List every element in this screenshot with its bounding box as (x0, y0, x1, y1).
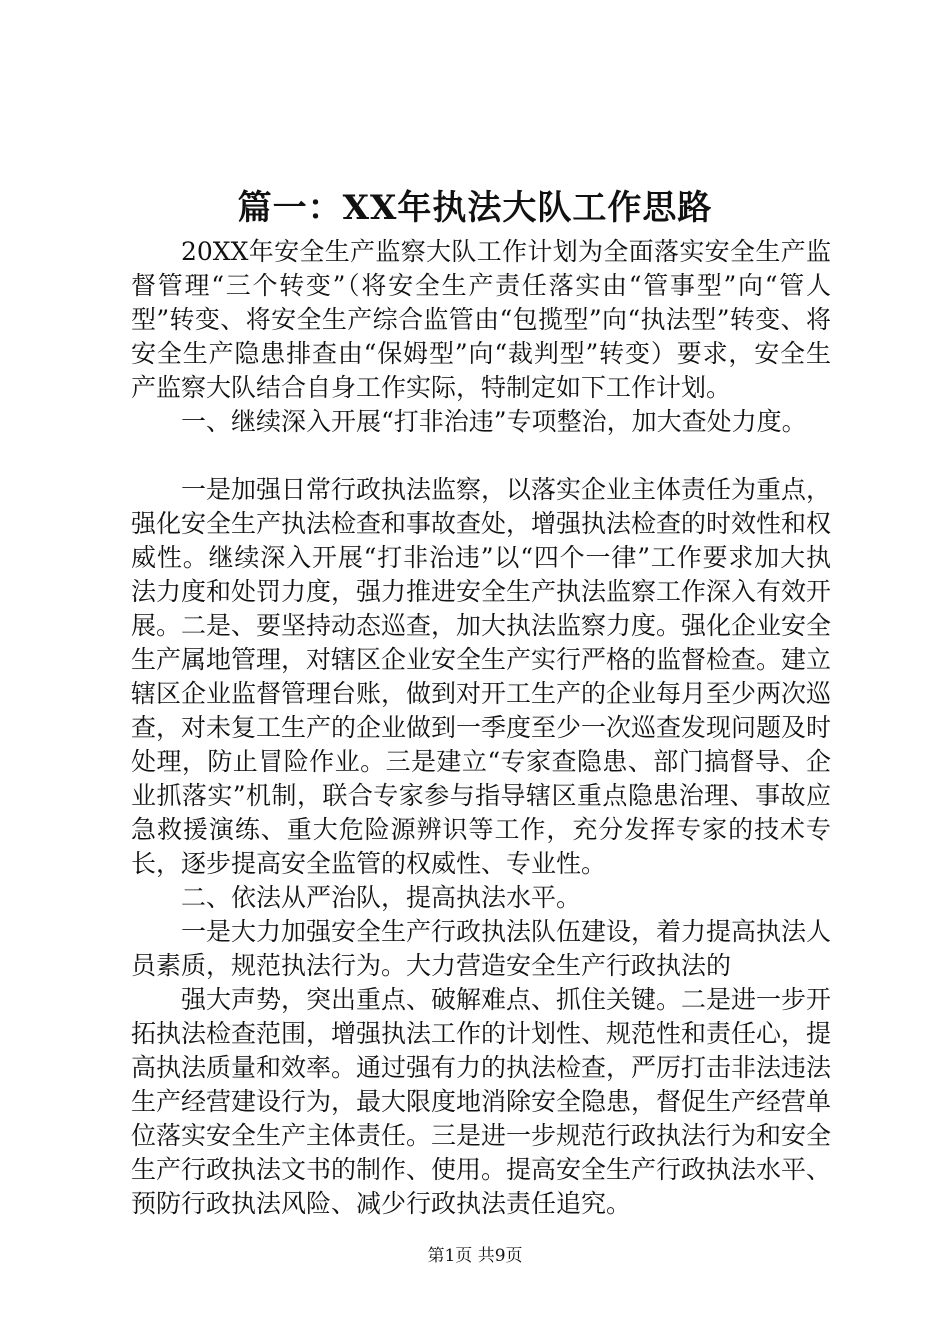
document-title: 篇一：XX年执法大队工作思路 (237, 188, 713, 228)
section-heading-2: 二、依法从严治队，提高执法水平。 (181, 883, 582, 912)
section-heading-1: 一、继续深入开展“打非治违”专项整治，加大查处力度。 (181, 407, 807, 436)
document-body (131, 235, 831, 1221)
paragraph-intro: 20XX年安全生产监察大队工作计划为全面落实安全生产监督管理“三个转变”（将安全生产责任落实由“管事型”向“管人型”转变、将安全生产综合监管由“包揽型”向“执法型”转变、将安全生产隐患排查由“保姆型”向“裁判型”转变）要求，安全生产监察大队结合自身工作实际，特制定如下工作计划。 (131, 237, 831, 402)
page-number-footer: 第1页 共9页 (427, 1246, 523, 1266)
paragraph-section-1: 一是加强日常行政执法监察，以落实企业主体责任为重点，强化安全生产执法检查和事故查处，增强执法检查的时效性和权威性。继续深入开展“打非治违”以“四个一律”工作要求加大执法力度和处罚力度，强力推进安全生产执法监察工作深入有效开展。二是、要坚持动态巡查，加大执法监察力度。强化企业安全生产属地管理，对辖区企业安全生产实行严格的监督检查。建立辖区企业监督管理台账，做到对开工生产的企业每月至少两次巡查，对未复工生产的企业做到一季度至少一次巡查发现问题及时处理，防止冒险作业。三是建立“专家查隐患、部门搞督导、企业抓落实”机制，联合专家参与指导辖区重点隐患治理、事故应急救援演练、重大危险源辨识等工作，充分发挥专家的技术专长，逐步提高安全监管的权威性、专业性。 (131, 475, 832, 878)
paragraph-section-2a: 一是大力加强安全生产行政执法队伍建设，着力提高执法人员素质，规范执法行为。大力营造安全生产行政执法的 (131, 917, 832, 980)
paragraph-section-2b: 强大声势，突出重点、破解难点、抓住关键。二是进一步开拓执法检查范围，增强执法工作的计划性、规范性和责任心，提高执法质量和效率。通过强有力的执法检查，严厉打击非法违法生产经营建设行为，最大限度地消除安全隐患，督促生产经营单位落实安全生产主体责任。三是进一步规范行政执法行为和安全生产行政执法文书的制作、使用。提高安全生产行政执法水平、预防行政执法风险、减少行政执法责任追究。 (131, 985, 832, 1218)
